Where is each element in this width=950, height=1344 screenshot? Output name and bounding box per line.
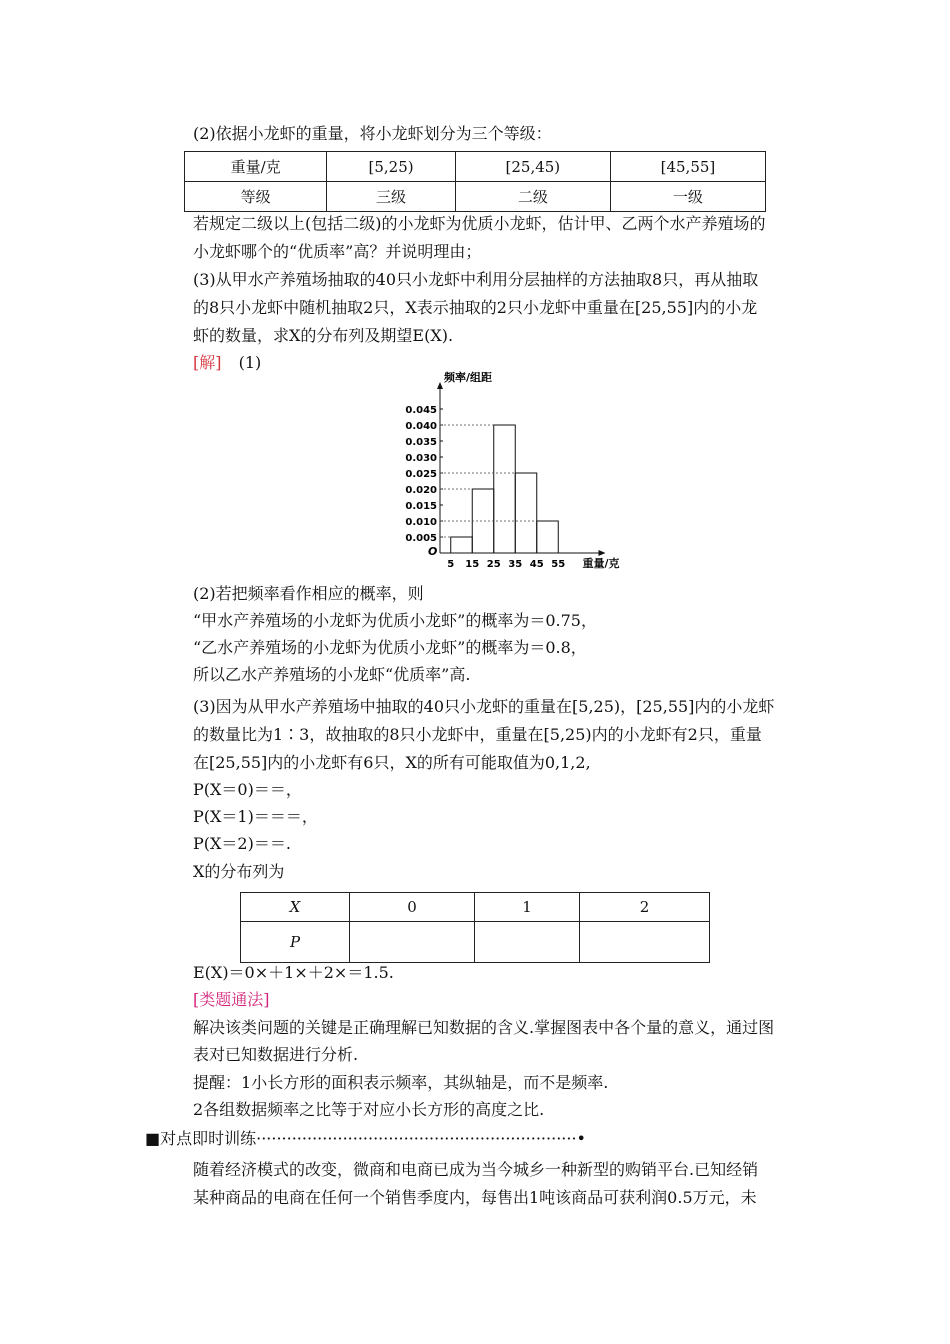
- y-tick-label: 0.030: [405, 453, 437, 464]
- table-cell: 2: [580, 893, 710, 922]
- x-axis-arrow: [599, 550, 606, 556]
- solution-3-text: 的数量比为1∶3，故抽取的8只小龙虾中，重量在[5,25)内的小龙虾有2只，重量: [193, 725, 762, 744]
- table-cell: X: [241, 893, 350, 922]
- table-cell: P: [241, 922, 350, 963]
- y-tick-label: 0.035: [405, 437, 437, 448]
- table-cell: 一级: [610, 182, 765, 212]
- question-2-text: 若规定二级以上(包括二级)的小龙虾为优质小龙虾，估计甲、乙两个水产养殖场的: [193, 214, 766, 233]
- table-cell: 二级: [455, 182, 610, 212]
- x-tick-label: 45: [529, 559, 544, 570]
- y-tick-label: 0.015: [405, 501, 437, 512]
- reminder-item: 1小长方形的面积表示频率，其纵轴是，而不是频率.: [241, 1073, 609, 1092]
- probability-line: P(X＝0)＝＝，: [193, 780, 302, 799]
- x-tick-label: 25: [486, 559, 501, 570]
- table-cell: [475, 922, 580, 963]
- origin-label: O: [428, 545, 438, 558]
- grade-table: [184, 151, 766, 212]
- table-cell: [45,55]: [610, 152, 765, 182]
- solution-2-text: “乙水产养殖场的小龙虾为优质小龙虾”的概率为＝0.8，: [193, 638, 587, 657]
- histogram-bar: [451, 537, 473, 553]
- y-tick-label: 0.020: [405, 485, 437, 496]
- x-tick-label: 55: [551, 559, 566, 570]
- question-3-text: 的8只小龙虾中随机抽取2只，X表示抽取的2只小龙虾中重量在[25,55]内的小龙: [193, 298, 758, 317]
- table-cell: 等级: [185, 182, 327, 212]
- histogram-bar: [515, 473, 537, 553]
- method-text: 解决该类问题的关键是正确理解已知数据的含义.掌握图表中各个量的意义，通过图: [193, 1018, 775, 1037]
- distribution-intro: X的分布列为: [193, 862, 285, 881]
- y-tick-label: 0.040: [405, 421, 437, 432]
- probability-line: P(X＝2)＝＝.: [193, 834, 291, 853]
- table-cell: 0: [350, 893, 475, 922]
- y-tick-label: 0.025: [405, 469, 437, 480]
- solution-3-text: 在[25,55]内的小龙虾有6只，X的所有可能取值为0,1,2,: [193, 753, 591, 772]
- distribution-table: [240, 892, 710, 963]
- solution-2-text: 所以乙水产养殖场的小龙虾“优质率”高.: [193, 665, 471, 684]
- table-cell: [580, 922, 710, 963]
- question-2-text: 小龙虾哪个的“优质率”高？并说明理由；: [193, 242, 482, 261]
- table-cell: [5,25): [327, 152, 455, 182]
- x-tick-label: 5: [447, 559, 455, 570]
- solution-heading: [193, 353, 261, 373]
- question-2: (2)依据小龙虾的重量，将小龙虾划分为三个等级：: [193, 124, 552, 143]
- question-3-text: 虾的数量，求X的分布列及期望E(X).: [193, 326, 454, 345]
- table-cell: [25,45): [455, 152, 610, 182]
- y-tick-label: 0.005: [405, 533, 437, 544]
- practice-text: 随着经济模式的改变，微商和电商已成为当今城乡一种新型的购销平台.已知经销: [193, 1160, 759, 1179]
- solution-2-text: “甲水产养殖场的小龙虾为优质小龙虾”的概率为＝0.75，: [193, 611, 597, 630]
- y-tick-label: 0.010: [405, 517, 437, 528]
- y-tick-label: 0.045: [405, 405, 437, 416]
- question-3-text: (3)从甲水产养殖场抽取的40只小龙虾中利用分层抽样的方法抽取8只，再从抽取: [193, 270, 759, 289]
- practice-text: 某种商品的电商在任何一个销售季度内，每售出1吨该商品可获利润0.5万元，未: [193, 1188, 757, 1207]
- y-axis-arrow: [437, 382, 443, 389]
- histogram-bar: [537, 521, 559, 553]
- x-tick-label: 15: [465, 559, 480, 570]
- histogram-chart: [400, 371, 620, 575]
- histogram-bar: [494, 425, 516, 553]
- table-cell: 重量/克: [185, 152, 327, 182]
- reminder-line: [193, 1073, 608, 1093]
- probability-line: P(X＝1)＝＝＝，: [193, 807, 318, 826]
- x-tick-label: 35: [508, 559, 523, 570]
- solution-3-text: (3)因为从甲水产养殖场中抽取的40只小龙虾的重量在[5,25)，[25,55]内的小龙虾: [193, 697, 775, 716]
- table-row: [185, 152, 766, 182]
- expectation-line: E(X)＝0×＋1×＋2×＝1.5.: [193, 963, 394, 982]
- table-cell: [350, 922, 475, 963]
- reminder-item: 2各组数据频率之比等于对应小长方形的高度之比.: [193, 1100, 545, 1119]
- solution-2-text: (2)若把频率看作相应的概率，则: [193, 584, 424, 603]
- table-row: [241, 922, 710, 963]
- table-row: [241, 893, 710, 922]
- table-cell: 三级: [327, 182, 455, 212]
- method-tag: [类题通法]: [193, 990, 270, 1009]
- solution-tag: [解]: [193, 353, 222, 372]
- solution-part-1: (1): [238, 353, 262, 372]
- reminder-label: 提醒：: [193, 1073, 242, 1092]
- method-text: 表对已知数据进行分析.: [193, 1045, 359, 1064]
- x-axis-label: 重量/克: [582, 557, 620, 570]
- y-axis-label: 频率/组距: [444, 371, 493, 384]
- table-cell: 1: [475, 893, 580, 922]
- table-row: [185, 182, 766, 212]
- practice-heading: ■对点即时训练·······························································•: [145, 1129, 586, 1148]
- histogram-bar: [472, 489, 494, 553]
